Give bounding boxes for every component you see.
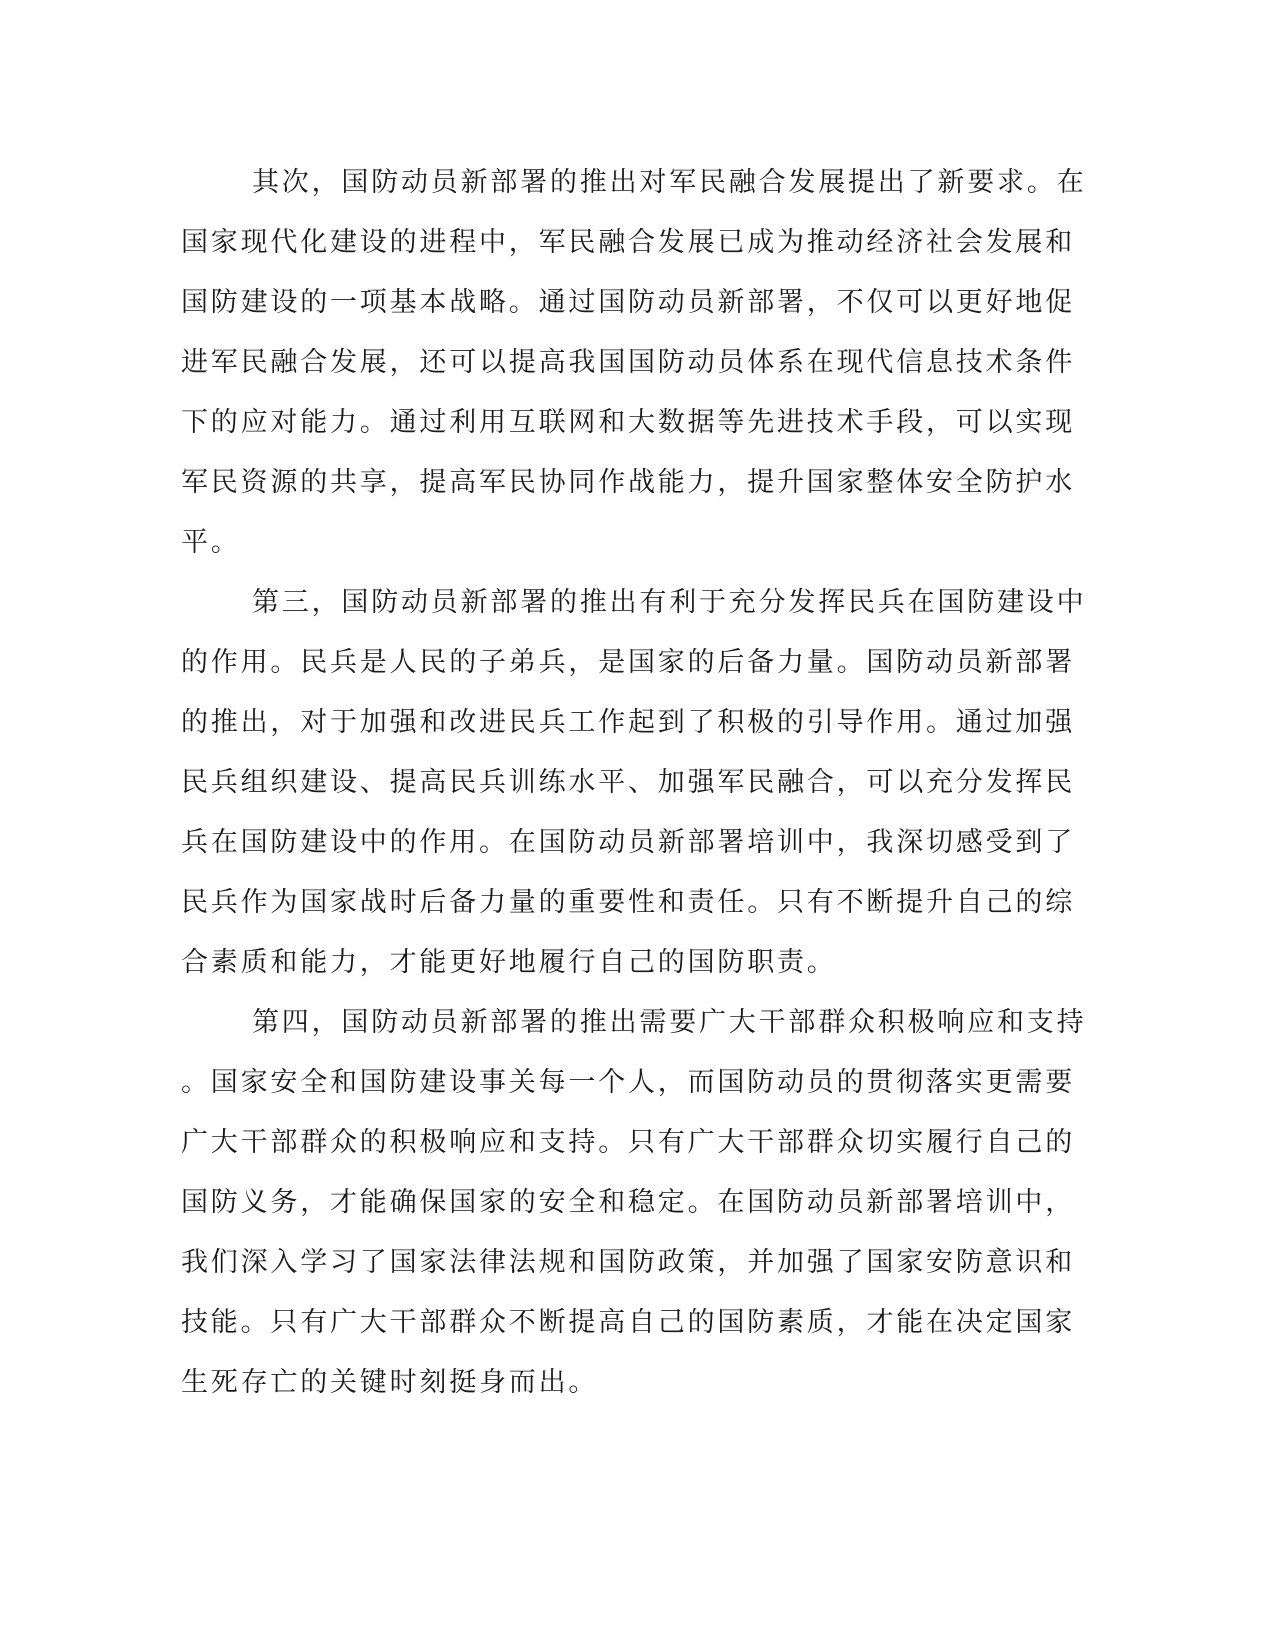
- text-line: 民兵组织建设、提高民兵训练水平、加强军民融合，可以充分发挥民: [181, 767, 1075, 798]
- text-line: 的作用。民兵是人民的子弟兵，是国家的后备力量。国防动员新部署: [181, 647, 1075, 678]
- text-line: 技能。只有广大干部群众不断提高自己的国防素质，才能在决定国家: [181, 1307, 1075, 1338]
- text-line: 我们深入学习了国家法律法规和国防政策，并加强了国家安防意识和: [181, 1247, 1075, 1278]
- text-line: 平。: [181, 527, 241, 558]
- text-line: 兵在国防建设中的作用。在国防动员新部署培训中，我深切感受到了: [181, 827, 1075, 858]
- text-line: 的推出，对于加强和改进民兵工作起到了积极的引导作用。通过加强: [181, 707, 1075, 738]
- text-line: 军民资源的共享，提高军民协同作战能力，提升国家整体安全防护水: [181, 467, 1075, 498]
- text-line: 进军民融合发展，还可以提高我国国防动员体系在现代信息技术条件: [181, 347, 1075, 378]
- text-line: 国家现代化建设的进程中，军民融合发展已成为推动经济社会发展和: [181, 227, 1075, 258]
- text-line: 生死存亡的关键时刻挺身而出。: [181, 1367, 599, 1398]
- text-line: 第四，国防动员新部署的推出需要广大干部群众积极响应和支持: [252, 1007, 1087, 1038]
- text-line: 第三，国防动员新部署的推出有利于充分发挥民兵在国防建设中: [252, 587, 1087, 618]
- text-line: 下的应对能力。通过利用互联网和大数据等先进技术手段，可以实现: [181, 407, 1075, 438]
- text-line: 民兵作为国家战时后备力量的重要性和责任。只有不断提升自己的综: [181, 887, 1075, 918]
- text-line: 国防义务，才能确保国家的安全和稳定。在国防动员新部署培训中，: [181, 1187, 1075, 1218]
- text-line: 其次，国防动员新部署的推出对军民融合发展提出了新要求。在: [252, 167, 1087, 198]
- text-line: 国防建设的一项基本战略。通过国防动员新部署，不仅可以更好地促: [181, 287, 1075, 318]
- text-line: 广大干部群众的积极响应和支持。只有广大干部群众切实履行自己的: [181, 1127, 1075, 1158]
- text-line: 。国家安全和国防建设事关每一个人，而国防动员的贯彻落实更需要: [181, 1067, 1075, 1098]
- text-line: 合素质和能力，才能更好地履行自己的国防职责。: [181, 947, 837, 978]
